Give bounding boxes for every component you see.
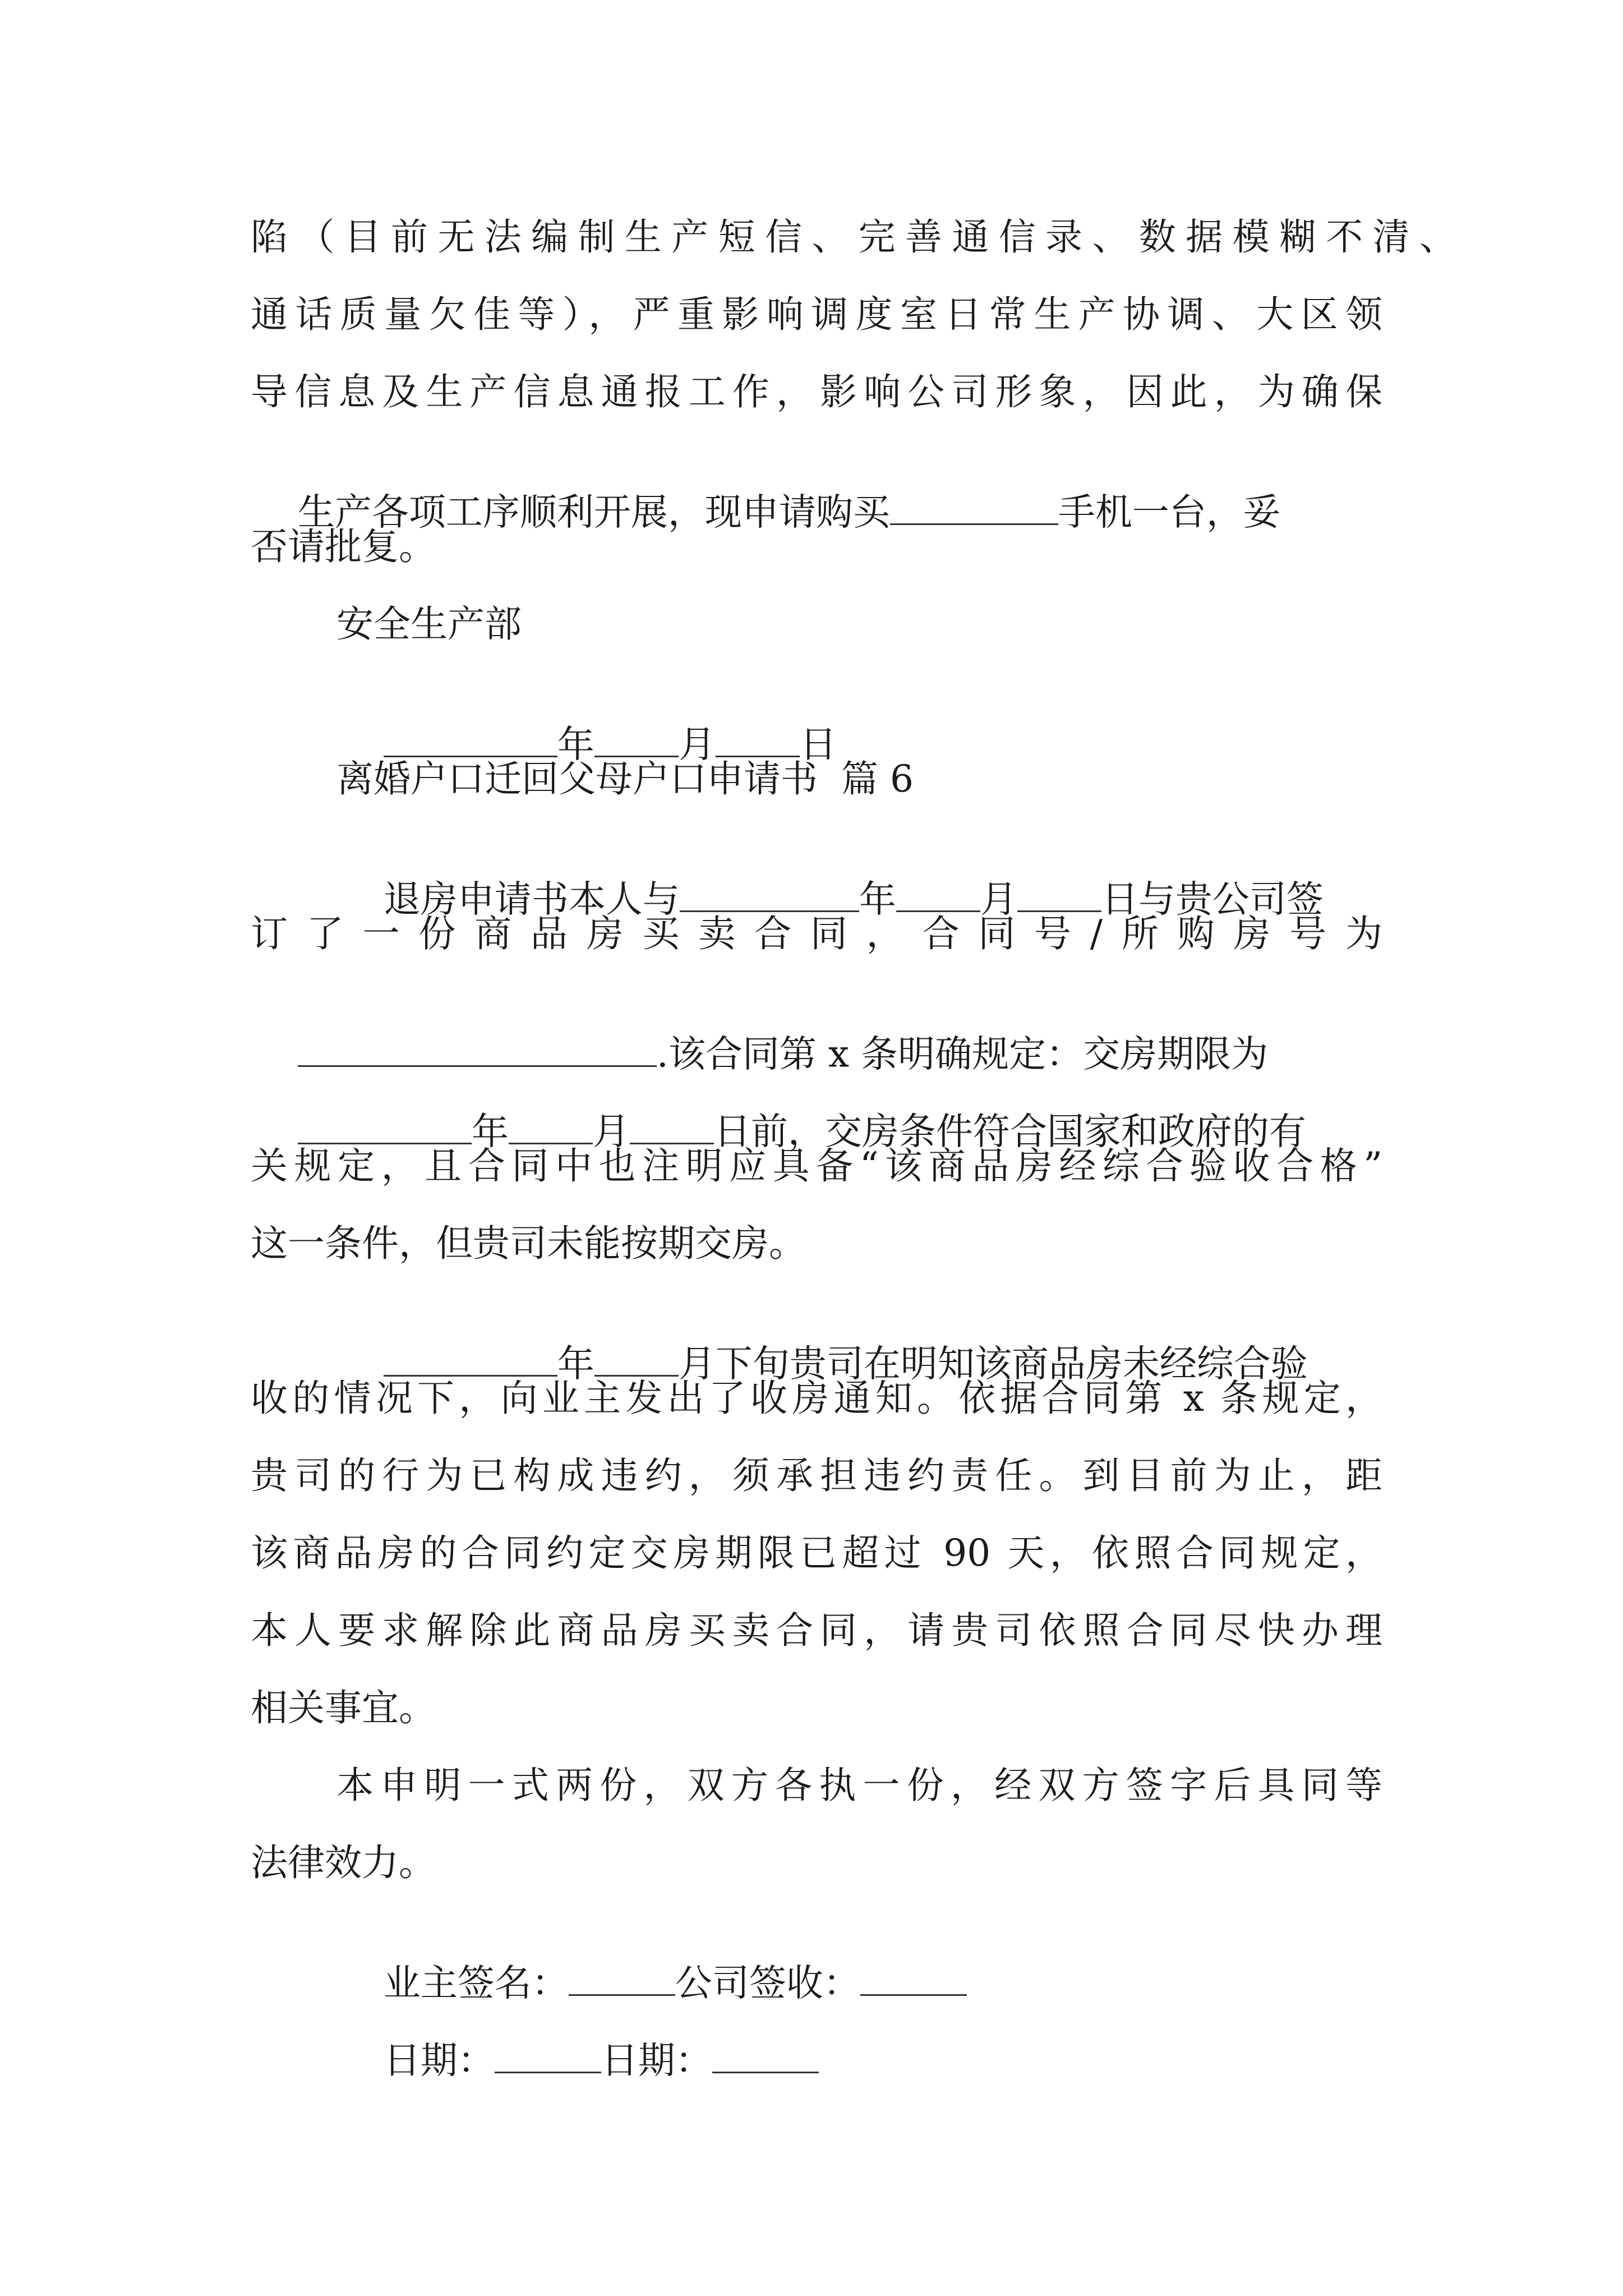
paragraph-3-line-3: 贵司的行为已构成违约，须承担违约责任。到目前为止，距 — [251, 1454, 1382, 1497]
paragraph-4-line-1: 本申明一式两份，双方各执一份，经双方签字后具同等 — [336, 1764, 1382, 1807]
date-signature-line — [336, 1999, 819, 2116]
paragraph-1-line-4-text-b: 手机一台，妥 — [1058, 490, 1280, 534]
owner-date-blank — [495, 2036, 601, 2073]
deadline-day-blank — [630, 1107, 714, 1144]
company-date-blank — [712, 2036, 819, 2073]
paragraph-3-line-1-text-a: 年 — [557, 1342, 594, 1386]
owner-date-label: 日期： — [383, 2039, 495, 2082]
paragraph-2-line-4-text-b: 月 — [592, 1110, 630, 1153]
deadline-year-blank — [298, 1107, 472, 1144]
day-blank — [716, 720, 800, 757]
paragraph-3-line-2: 收的情况下，向业主发出了收房通知。依据合同第 x 条规定， — [251, 1377, 1382, 1420]
paragraph-3-line-5: 本人要求解除此商品房买卖合同，请贵司依照合同尽快办理 — [251, 1609, 1382, 1652]
deadline-month-blank — [509, 1107, 593, 1144]
paragraph-2-line-2: 订了一份商品房买卖合同，合同号/所购房号为 — [251, 912, 1382, 955]
notice-month-blank — [594, 1340, 679, 1377]
month-blank — [594, 720, 679, 757]
paragraph-2-line-5: 关规定，且合同中也注明应具备“该商品房经综合验收合格” — [251, 1144, 1382, 1188]
paragraph-2-line-3-text: .该合同第 x 条明确规定：交房期限为 — [656, 1032, 1269, 1076]
paragraph-2-line-1-text-b: 年 — [859, 877, 896, 921]
year-blank — [384, 720, 557, 757]
section-heading: 离婚户口迁回父母户口申请书 篇 6 — [336, 757, 914, 800]
paragraph-1-line-5: 否请批复。 — [251, 525, 436, 568]
paragraph-1-line-2: 通话质量欠佳等），严重影响调度室日常生产协调、大区领 — [251, 293, 1382, 336]
day-label: 日 — [799, 723, 837, 766]
paragraph-2-line-1-text-a: 退房申请书本人与 — [383, 877, 680, 921]
sign-month-blank — [896, 875, 980, 912]
paragraph-3-line-4: 该商品房的合同约定交房期限已超过 90 天，依照合同规定， — [251, 1531, 1382, 1575]
company-receipt-blank — [860, 1959, 967, 1996]
owner-signature-label: 业主签名： — [383, 1961, 569, 2005]
paragraph-3-line-1-text-b: 月下旬贵司在明知该商品房未经综合验 — [678, 1342, 1308, 1386]
department-name: 安全生产部 — [336, 602, 522, 646]
paragraph-1-line-4-text-a: 生产各项工序顺利开展，现申请购买 — [297, 490, 890, 534]
paragraph-3-line-6: 相关事宜。 — [251, 1686, 436, 1729]
paragraph-2-line-1-text-d: 日与贵公司签 — [1101, 877, 1324, 921]
paragraph-2-line-4-text-a: 年 — [471, 1110, 509, 1153]
notice-year-blank — [384, 1340, 557, 1377]
sign-year-blank — [680, 875, 859, 912]
paragraph-2-line-1-text-c: 月 — [980, 877, 1017, 921]
paragraph-1-line-3: 导信息及生产信息通报工作，影响公司形象，因此，为确保 — [251, 370, 1382, 413]
sign-day-blank — [1017, 875, 1101, 912]
paragraph-2-line-6: 这一条件，但贵司未能按期交房。 — [251, 1222, 806, 1265]
month-label: 月 — [678, 723, 716, 766]
paragraph-4-line-2: 法律效力。 — [251, 1841, 436, 1884]
company-date-label: 日期： — [601, 2039, 712, 2082]
year-label: 年 — [557, 723, 594, 766]
paragraph-1-line-1: 陷（目前无法编制生产短信、完善通信录、数据模糊不清、 — [251, 215, 1456, 259]
company-receipt-label: 公司签收： — [675, 1961, 860, 2005]
contract-number-blank — [298, 1030, 657, 1067]
paragraph-2-line-4-text-c: 日前，交房条件符合国家和政府的有 — [713, 1110, 1306, 1153]
phone-model-blank — [890, 488, 1058, 525]
owner-signature-blank — [569, 1959, 675, 1996]
